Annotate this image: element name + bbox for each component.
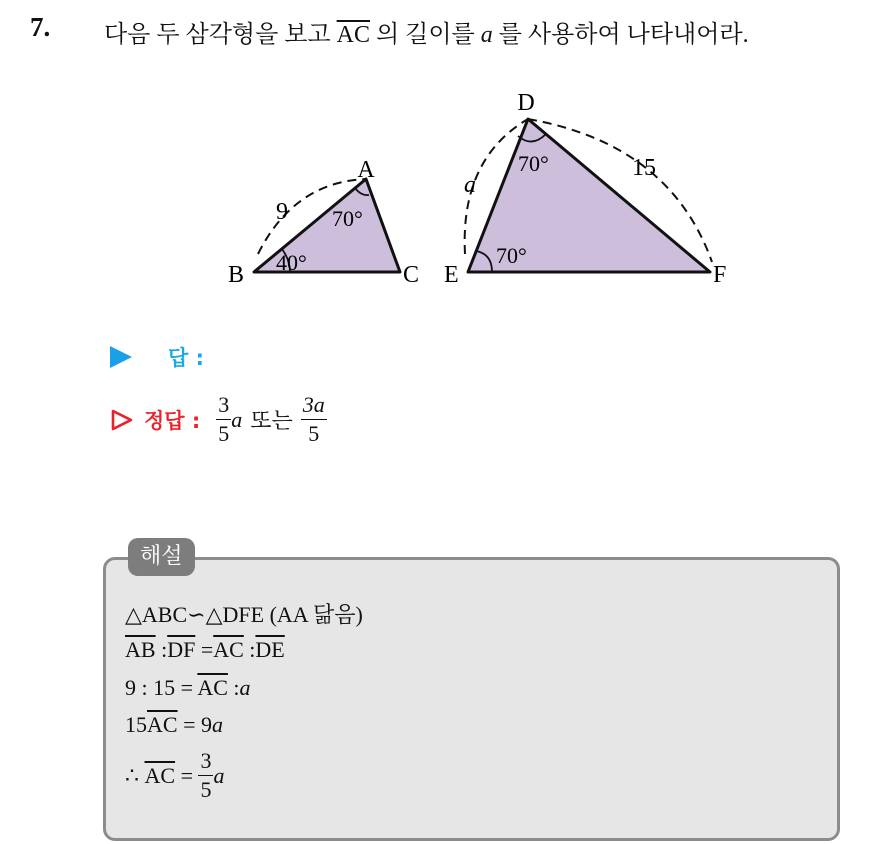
eq-sign-5: =: [180, 762, 193, 788]
solution-line-4: [125, 712, 223, 738]
equals-sign: =: [200, 637, 214, 662]
triangle-abc: [228, 157, 419, 288]
answer-frac1-den: 5: [218, 421, 230, 446]
ratio-sep-2: :: [249, 637, 256, 662]
question-number: 7.: [30, 12, 51, 42]
ratio-lhs: 9 : 15 =: [125, 675, 194, 700]
answer-fraction-2: [301, 394, 327, 445]
solution-line-2: [125, 637, 285, 663]
segment-df: $\overline{DF}$: [167, 637, 196, 662]
solution-line-5: [125, 750, 224, 801]
segment-ac-2: $\overline{AC}$: [213, 637, 244, 662]
segment-ac: $\overline{AC}$: [336, 22, 370, 48]
variable-a-4: a: [211, 712, 223, 737]
answer-or-text: 또는: [250, 408, 293, 433]
ratio-sep-1: :: [161, 637, 168, 662]
point-e-label: E: [444, 262, 459, 288]
therefore-symbol: ∴: [125, 762, 139, 788]
answer-label: 답 :: [168, 346, 204, 370]
coef-15: 15: [125, 712, 147, 737]
question-text: [104, 14, 749, 49]
triangle-dfe: [444, 90, 726, 288]
variable-a-5: a: [213, 762, 225, 788]
angle-a-label: 70°: [332, 206, 363, 231]
segment-ab: $\overline{AB}$: [125, 637, 156, 662]
point-b-label: B: [228, 262, 245, 288]
eq-9: = 9: [183, 712, 212, 737]
triangle-dfe-text: △DFE: [205, 602, 265, 627]
point-f-label: F: [713, 262, 727, 288]
solution-fraction: [198, 750, 213, 801]
similar-symbol: ∽: [187, 602, 206, 627]
length-df-label: 15: [632, 155, 656, 181]
answer-var: a: [231, 406, 243, 432]
question-text-middle: 의 길이를: [370, 22, 481, 48]
answer-frac2-num: 3a: [301, 394, 327, 420]
correct-answer-row: [110, 394, 327, 445]
aa-similarity-text: (AA 닮음): [269, 602, 363, 627]
point-d-label: D: [517, 90, 535, 116]
segment-ac-4: $\overline{AC}$: [147, 712, 178, 737]
triangles-figure: [220, 84, 750, 296]
variable-a: a: [480, 22, 493, 48]
solution-frac-num: 3: [198, 750, 213, 776]
answer-frac1-num: 3: [216, 394, 231, 420]
solution-tag: 해설: [128, 538, 195, 576]
play-outline-icon: [110, 408, 134, 432]
angle-d-label: 70°: [518, 151, 549, 176]
answer-row: [110, 342, 204, 372]
solution-line-1: [125, 598, 363, 629]
segment-ac-5: $\overline{AC}$: [144, 762, 176, 788]
point-a-label: A: [357, 157, 375, 183]
solution-frac-den: 5: [200, 777, 212, 802]
segment-ac-3: $\overline{AC}$: [197, 675, 228, 700]
answer-fraction-1: [216, 394, 231, 445]
angle-e-label: 70°: [496, 243, 527, 268]
answer-frac2-den: 5: [308, 421, 320, 446]
point-c-label: C: [403, 262, 420, 288]
question-text-after: 를 사용하여 나타내어라.: [492, 22, 749, 48]
variable-a-3: a: [239, 675, 251, 700]
question-text-before: 다음 두 삼각형을 보고: [104, 22, 337, 48]
ratio-colon: :: [233, 675, 240, 700]
angle-b-label: 40°: [276, 250, 307, 275]
length-de-label: a: [464, 172, 476, 198]
length-ab-label: 9: [276, 199, 288, 225]
triangle-abc-text: △ABC: [125, 602, 188, 627]
solution-line-3: [125, 675, 251, 701]
play-icon: [110, 346, 132, 368]
segment-de: $\overline{DE}$: [255, 637, 285, 662]
correct-answer-label: 정답 :: [144, 408, 201, 433]
